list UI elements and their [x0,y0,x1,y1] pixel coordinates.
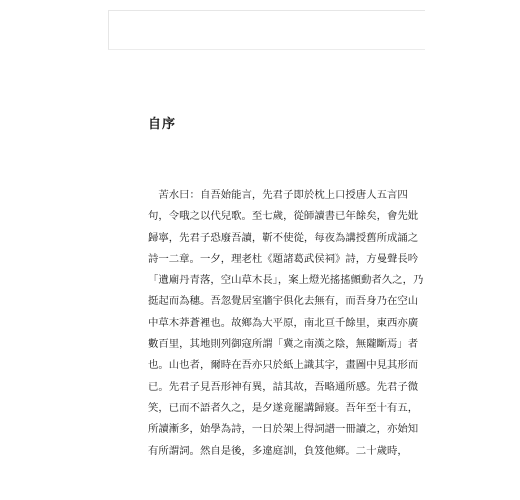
text-line: 也。山也者，爾時在吾亦只於紙上識其字，畫圖中見其形而 [148,359,419,372]
text-line: 中草木莽蒼裡也。故鄉為大平原，南北亘千餘里，東西亦廣 [148,316,419,329]
text-line: 苦水曰：自吾始能言，先君子即於枕上口授唐人五言四 [148,189,408,201]
page-header-box [108,10,425,50]
text-line: 句，令哦之以代兒歌。至七歲，從師讀書已年餘矣，會先妣 [148,210,419,223]
text-line: 有所謂詞。然自是後，多違庭訓，負笈他鄉。二十歲時， [148,444,408,457]
text-line: 挺起而為穗。吾忽覺居室牆宇俱化去無有，而吾身乃在空山 [148,295,419,308]
text-line: 詩一二章。一夕，理老杜《題諸葛武侯祠》詩，方曼聲長吟 [148,252,419,265]
text-line: 數百里，其地則列御寇所謂「冀之南漢之陰，無隴斷焉」者 [148,338,419,351]
text-line: 「遺廟丹青落，空山草木長」，案上燈光搖搖顫動者久之，乃 [148,274,424,287]
text-line: 歸寧，先君子恐廢吾讀，靳不使從，每夜為講授舊所成誦之 [148,231,419,244]
text-line: 所讀漸多，始學為詩，一日於架上得詞譜一冊讀之，亦始知 [148,423,419,436]
preface-body [148,185,424,462]
page-title: 自序 [148,117,177,132]
text-line: 已。先君子見吾形神有異，詰其故，吾略通所感。先君子微 [148,380,419,393]
text-line: 笑，已而不語者久之，是夕遂竟罷講歸寢。吾年至十有五， [148,401,419,414]
